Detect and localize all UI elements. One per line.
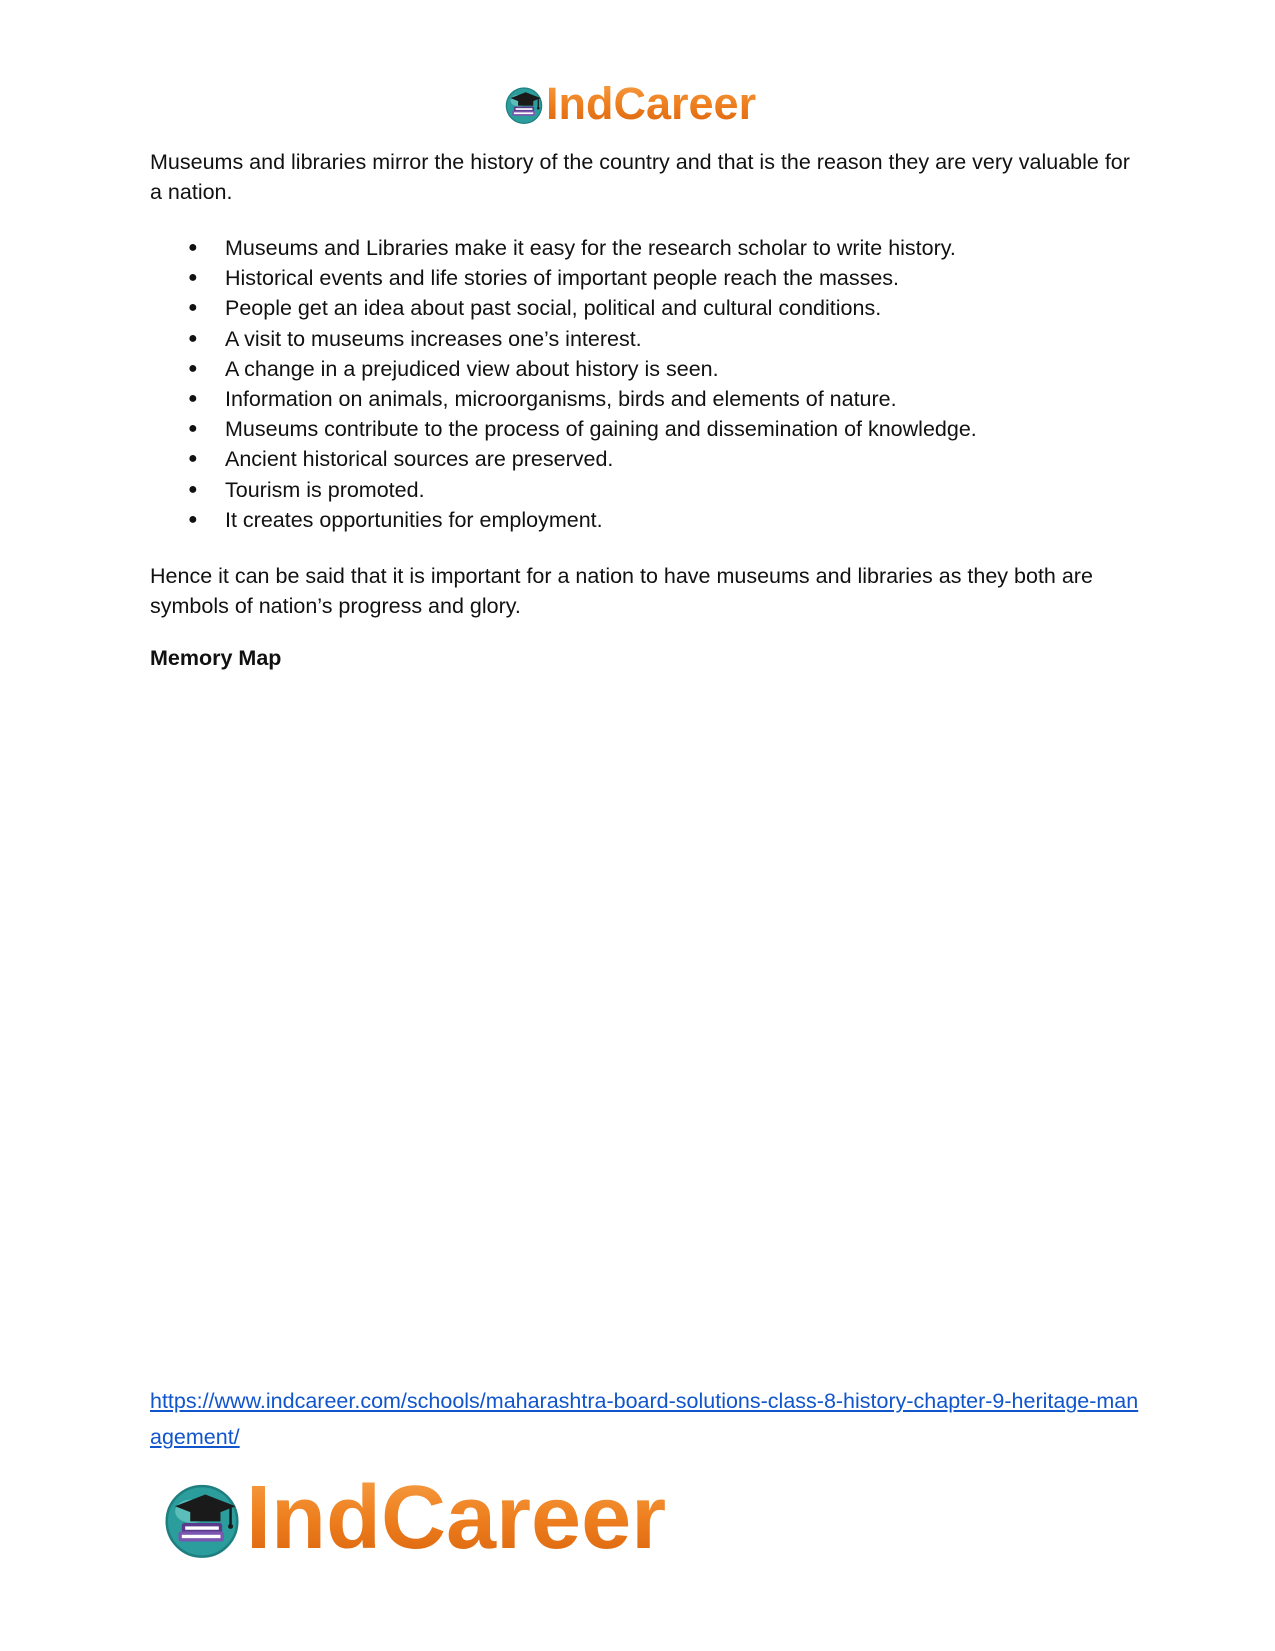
section-heading: Memory Map <box>150 646 282 671</box>
graduation-cap-book-globe-icon <box>503 83 545 125</box>
list-item <box>150 233 1140 263</box>
bullet-icon: ● <box>188 450 198 468</box>
bullet-icon: ● <box>188 390 198 408</box>
list-item-text: Museums contribute to the process of gaining and dissemination of knowledge. <box>225 417 977 442</box>
list-item-text: It creates opportunities for employment. <box>225 507 603 532</box>
source-link[interactable]: https://www.indcareer.com/schools/maharashtra-board-solutions-class-8-history-chapter-9-heritage-management/ <box>150 1389 1139 1449</box>
list-item-text: Historical events and life stories of important people reach the masses. <box>225 266 899 291</box>
bullet-icon: ● <box>188 299 198 317</box>
document-body <box>150 147 1140 673</box>
list-item-text: Tourism is promoted. <box>225 477 425 502</box>
bullet-icon: ● <box>188 480 198 498</box>
list-item-text: Information on animals, microorganisms, birds and elements of nature. <box>225 387 897 412</box>
graduation-cap-book-globe-icon <box>160 1476 244 1560</box>
bullet-icon: ● <box>188 239 198 256</box>
list-item <box>150 444 1140 474</box>
list-item <box>150 293 1140 323</box>
list-item <box>150 384 1140 414</box>
logo-wordmark: IndCareer <box>546 78 757 129</box>
header-logo <box>503 78 756 130</box>
list-item-text: A visit to museums increases one’s interest. <box>225 326 642 351</box>
list-item <box>150 414 1140 444</box>
conclusion-paragraph: Hence it can be said that it is important for a nation to have museums and libraries as they both are symbols of nation’s progress and glory. <box>150 564 1093 619</box>
list-item <box>150 324 1140 354</box>
bullet-icon: ● <box>188 329 198 347</box>
bullet-icon: ● <box>188 359 198 377</box>
logo-wordmark: IndCareer <box>246 1468 667 1568</box>
list-item-text: People get an idea about past social, political and cultural conditions. <box>225 296 882 321</box>
benefits-list <box>150 233 1140 535</box>
footer-logo <box>160 1468 666 1568</box>
list-item-text: Ancient historical sources are preserved. <box>225 447 614 472</box>
list-item-text: A change in a prejudiced view about history is seen. <box>225 356 719 381</box>
list-item <box>150 263 1140 293</box>
bullet-icon: ● <box>188 510 198 528</box>
bullet-icon: ● <box>188 420 198 438</box>
list-item <box>150 354 1140 384</box>
intro-paragraph: Museums and libraries mirror the history of the country and that is the reason they are very valuable for a nation. <box>150 150 1130 204</box>
bullet-icon: ● <box>188 269 198 287</box>
list-item <box>150 475 1140 505</box>
list-item-text: Museums and Libraries make it easy for the research scholar to write history. <box>225 236 956 260</box>
list-item <box>150 505 1140 535</box>
